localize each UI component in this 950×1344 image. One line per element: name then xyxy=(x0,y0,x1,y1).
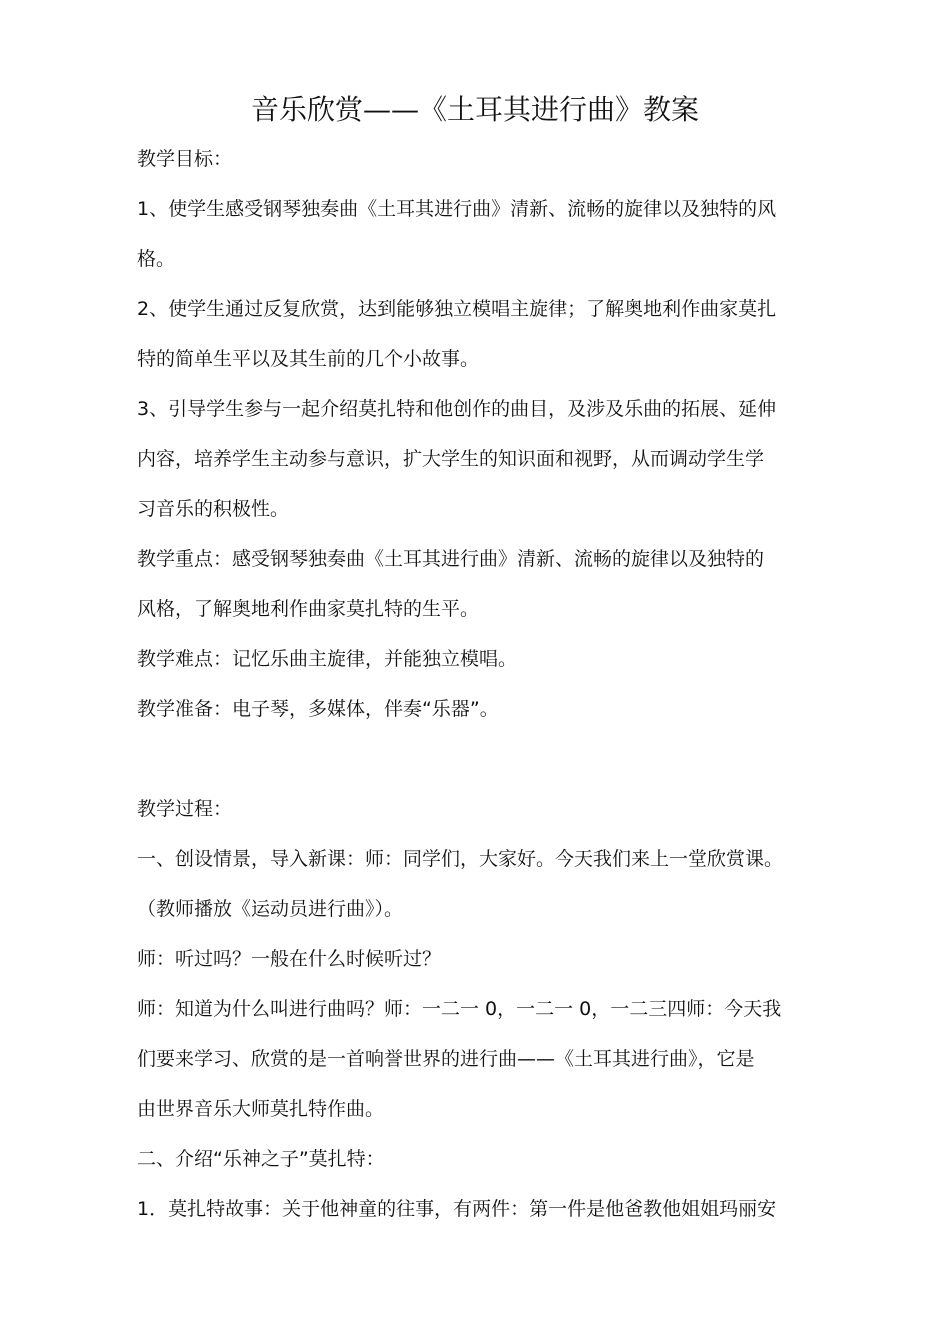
section-heading-process: 教学过程： xyxy=(137,798,233,820)
section-heading-objectives: 教学目标： xyxy=(137,148,233,170)
paragraph-line: 师：知道为什么叫进行曲吗？师：一二一 0，一二一 0，一二三四师：今天我 xyxy=(137,998,782,1020)
paragraph-line: 二、介绍“乐神之子”莫扎特： xyxy=(137,1148,385,1170)
paragraph-line: 们要来学习、欣赏的是一首响誉世界的进行曲——《土耳其进行曲》，它是 xyxy=(137,1048,755,1070)
paragraph-line: 特的简单生平以及其生前的几个小故事。 xyxy=(137,348,480,370)
document-title: 音乐欣赏——《土耳其进行曲》教案 xyxy=(250,93,699,126)
paragraph-line: 风格，了解奥地利作曲家莫扎特的生平。 xyxy=(137,598,480,620)
paragraph-line: 师：听过吗？一般在什么时候听过？ xyxy=(137,948,442,970)
paragraph-line: 教学难点：记忆乐曲主旋律，并能独立模唱。 xyxy=(137,648,518,670)
paragraph-line: 格。 xyxy=(137,248,176,270)
paragraph-line: （教师播放《运动员进行曲》）。 xyxy=(137,898,404,920)
paragraph-line: 教学准备：电子琴，多媒体，伴奏“乐器”。 xyxy=(137,698,499,720)
paragraph-line: 由世界音乐大师莫扎特作曲。 xyxy=(137,1098,385,1120)
paragraph-line: 习音乐的积极性。 xyxy=(137,498,290,520)
paragraph-line: 2、使学生通过反复欣赏，达到能够独立模唱主旋律；了解奥地利作曲家莫扎 xyxy=(137,298,777,320)
paragraph-line: 内容，培养学生主动参与意识，扩大学生的知识面和视野，从而调动学生学 xyxy=(137,448,765,470)
paragraph-line: 1．莫扎特故事：关于他神童的往事，有两件：第一件是他爸教他姐姐玛丽安 xyxy=(137,1198,777,1220)
paragraph-line: 3、引导学生参与一起介绍莫扎特和他创作的曲目，及涉及乐曲的拓展、延伸 xyxy=(137,398,777,420)
paragraph-line: 一、创设情景，导入新课：师：同学们，大家好。今天我们来上一堂欣赏课。 xyxy=(137,848,784,870)
paragraph-line: 1、使学生感受钢琴独奏曲《土耳其进行曲》清新、流畅的旋律以及独特的风 xyxy=(137,198,777,220)
paragraph-line: 教学重点：感受钢琴独奏曲《土耳其进行曲》清新、流畅的旋律以及独特的 xyxy=(137,548,765,570)
